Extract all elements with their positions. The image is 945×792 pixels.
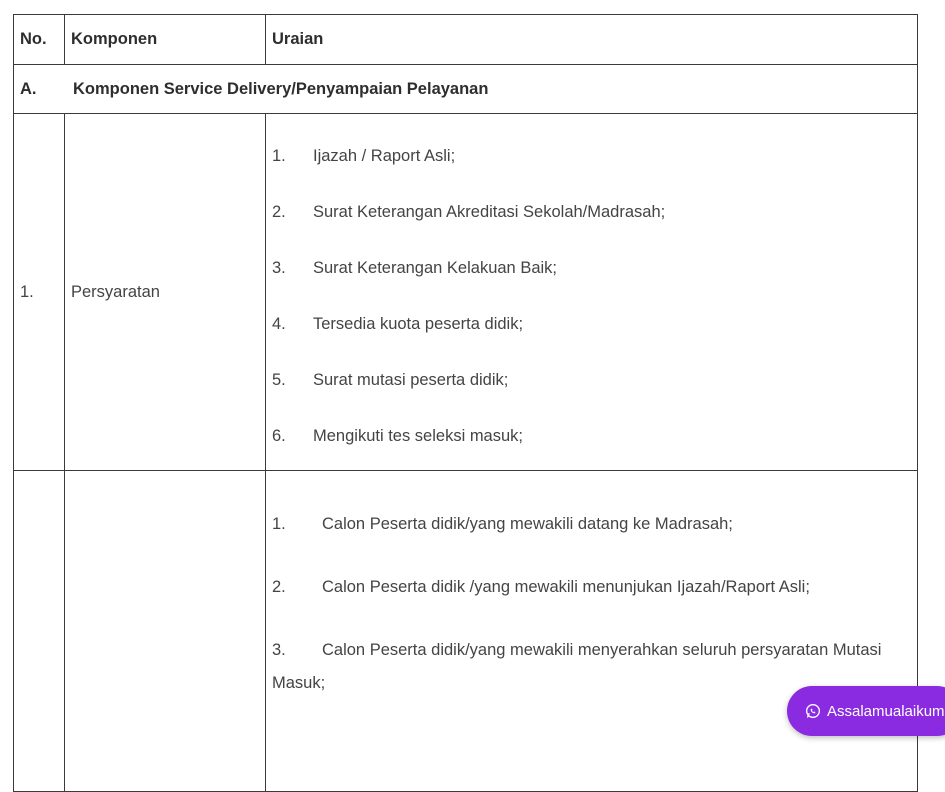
chat-button-label: Assalamualaikum (827, 702, 945, 720)
row-komponen (65, 471, 266, 792)
list-item: 2. Surat Keterangan Akreditasi Sekolah/Madrasah; (272, 203, 666, 221)
list-item: 2. Calon Peserta didik /yang mewakili menunjukan Ijazah/Raport Asli; (272, 578, 810, 596)
section-letter: A. (20, 79, 37, 98)
list-item: 3. Surat Keterangan Kelakuan Baik; (272, 259, 557, 277)
list-item: 4. Tersedia kuota peserta didik; (272, 315, 524, 333)
row-no (14, 471, 65, 792)
header-uraian: Uraian (266, 15, 918, 65)
list-item: 1. Calon Peserta didik/yang mewakili datang ke Madrasah; (272, 515, 733, 533)
row-uraian (266, 114, 918, 471)
service-standard-table (13, 14, 918, 792)
table-row (14, 471, 918, 792)
whatsapp-chat-button[interactable] (787, 686, 945, 736)
row-no: 1. (14, 114, 65, 471)
section-row (14, 65, 918, 114)
list-item: 5. Surat mutasi peserta didik; (272, 371, 509, 389)
header-no: No. (14, 15, 65, 65)
list-item: 6. Mengikuti tes seleksi masuk; (272, 427, 523, 445)
row-uraian (266, 471, 918, 792)
whatsapp-icon (805, 703, 821, 719)
table-header-row (14, 15, 918, 65)
section-cell (14, 65, 918, 114)
row-komponen: Persyaratan (65, 114, 266, 471)
table-row (14, 114, 918, 471)
list-item: 1. Ijazah / Raport Asli; (272, 147, 456, 165)
list-item: 3. Calon Peserta didik/yang mewakili menyerahkan seluruh persyaratan Mutasi Masuk; (272, 641, 882, 692)
header-komponen: Komponen (65, 15, 266, 65)
section-title: Komponen Service Delivery/Penyampaian Pelayanan (73, 79, 489, 98)
